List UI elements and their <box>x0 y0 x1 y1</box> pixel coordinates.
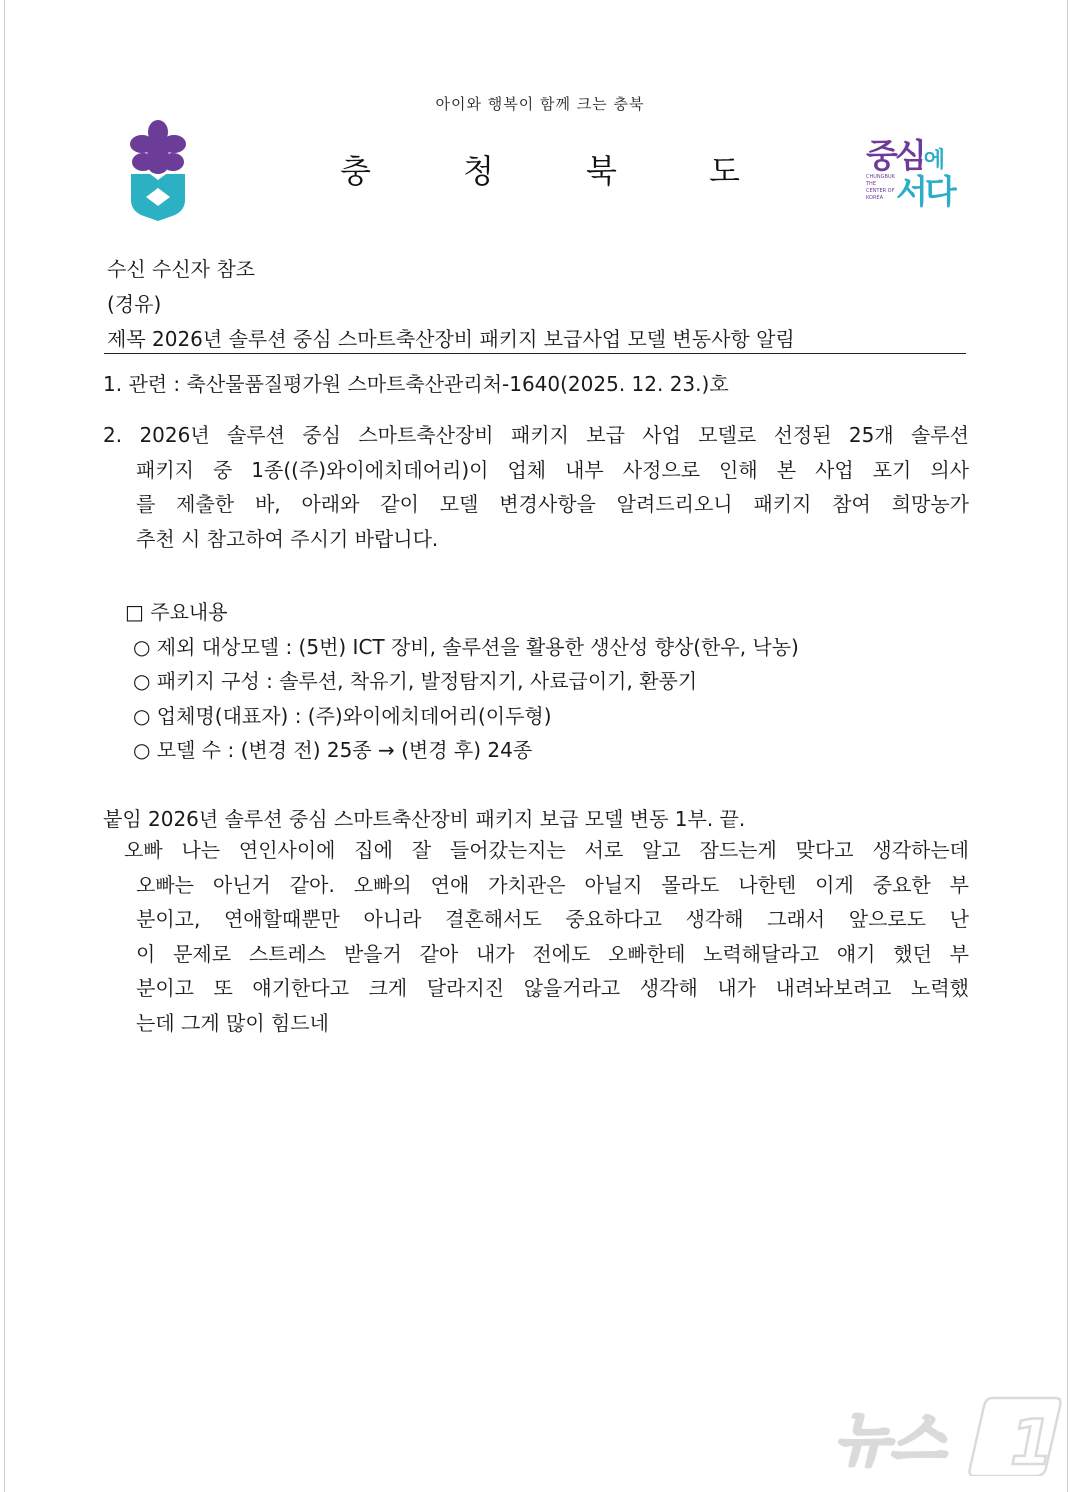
recipient-line: 수신 수신자 참조 <box>107 257 255 281</box>
subject-line: 제목 2026년 솔루션 중심 스마트축산장비 패키지 보급사업 모델 변동사항 알림 <box>107 327 795 351</box>
brand-slogan-logo <box>862 130 962 210</box>
watermark-text: 뉴스 <box>834 1406 947 1474</box>
org-title-char-2: 청 <box>463 152 494 190</box>
chungbuk-emblem-icon <box>128 118 188 222</box>
page-right-edge <box>1067 0 1068 1492</box>
reference-item: 1. 관련 : 축산물품질평가원 스마트축산관리처-1640(2025. 12. 23.)호 <box>103 372 729 396</box>
section-heading: □ 주요내용 <box>125 600 228 624</box>
org-title-char-4: 도 <box>709 152 740 190</box>
note-line: 오빠는 아닌거 같아. 오빠의 연애 가치관은 아닐지 몰라도 나한텐 이게 중요한 부 <box>136 872 969 897</box>
attachment-line: 붙임 2026년 솔루션 중심 스마트축산장비 패키지 보급 모델 변동 1부. 끝. <box>103 807 746 831</box>
note-line: 는데 그게 많이 힘드네 <box>136 1010 329 1035</box>
note-line: 분이고 또 얘기한다고 크게 달라지진 않을거라고 생각해 내가 내려놔보려고 노력했 <box>136 976 969 1000</box>
notice-line: 패키지 중 1종((주)와이에치데어리)이 업체 내부 사정으로 인해 본 사업 포기 의사 <box>136 457 969 482</box>
note-line: 오빠 나는 연인사이에 집에 잘 들어갔는지는 서로 알고 잠드는게 맞다고 생각하는데 <box>124 838 969 862</box>
note-line: 분이고, 연애할때뿐만 아니라 결혼해서도 중요하다고 생각해 그래서 앞으로도 난 <box>136 907 969 931</box>
notice-line: 추천 시 참고하여 주시기 바랍니다. <box>136 526 439 551</box>
watermark-number: 1 <box>1010 1406 1054 1476</box>
subject-divider <box>104 353 966 354</box>
header-slogan: 아이와 행복이 함께 크는 충북 <box>435 95 645 113</box>
brand-logo-line2: 서다 <box>896 172 954 211</box>
org-title <box>340 146 740 192</box>
news1-watermark-logo <box>830 1394 1062 1476</box>
notice-line: 를 제출한 바, 아래와 같이 모델 변경사항을 알려드리오니 패키지 참여 희망농가 <box>136 492 969 516</box>
brand-logo-tiny-text: CHUNGBUK THE CENTER OF KOREA <box>866 174 895 201</box>
personal-note <box>124 833 969 1040</box>
note-line: 이 문제로 스트레스 받을거 같아 내가 전에도 오빠한테 노력해달라고 얘기 했던 부 <box>136 941 969 966</box>
org-title-char-1: 충 <box>340 152 371 190</box>
via-line: (경유) <box>107 292 162 316</box>
notice-line: 2. 2026년 솔루션 중심 스마트축산장비 패키지 보급 사업 모델로 선정된 25개 솔루션 <box>103 423 969 447</box>
list-item: ○ 패키지 구성 : 솔루션, 착유기, 발정탐지기, 사료급이기, 환풍기 <box>133 669 698 693</box>
list-item: ○ 제외 대상모델 : (5번) ICT 장비, 솔루션을 활용한 생산성 향상(한우, 낙농) <box>133 635 799 659</box>
list-item: ○ 업체명(대표자) : (주)와이에치데어리(이두형) <box>133 704 552 728</box>
page-left-edge <box>4 0 5 1492</box>
list-item: ○ 모델 수 : (변경 전) 25종 → (변경 후) 24종 <box>133 738 533 762</box>
brand-logo-line1: 중심에 <box>866 136 945 175</box>
notice-paragraph <box>103 418 969 556</box>
org-title-char-3: 북 <box>586 152 617 190</box>
